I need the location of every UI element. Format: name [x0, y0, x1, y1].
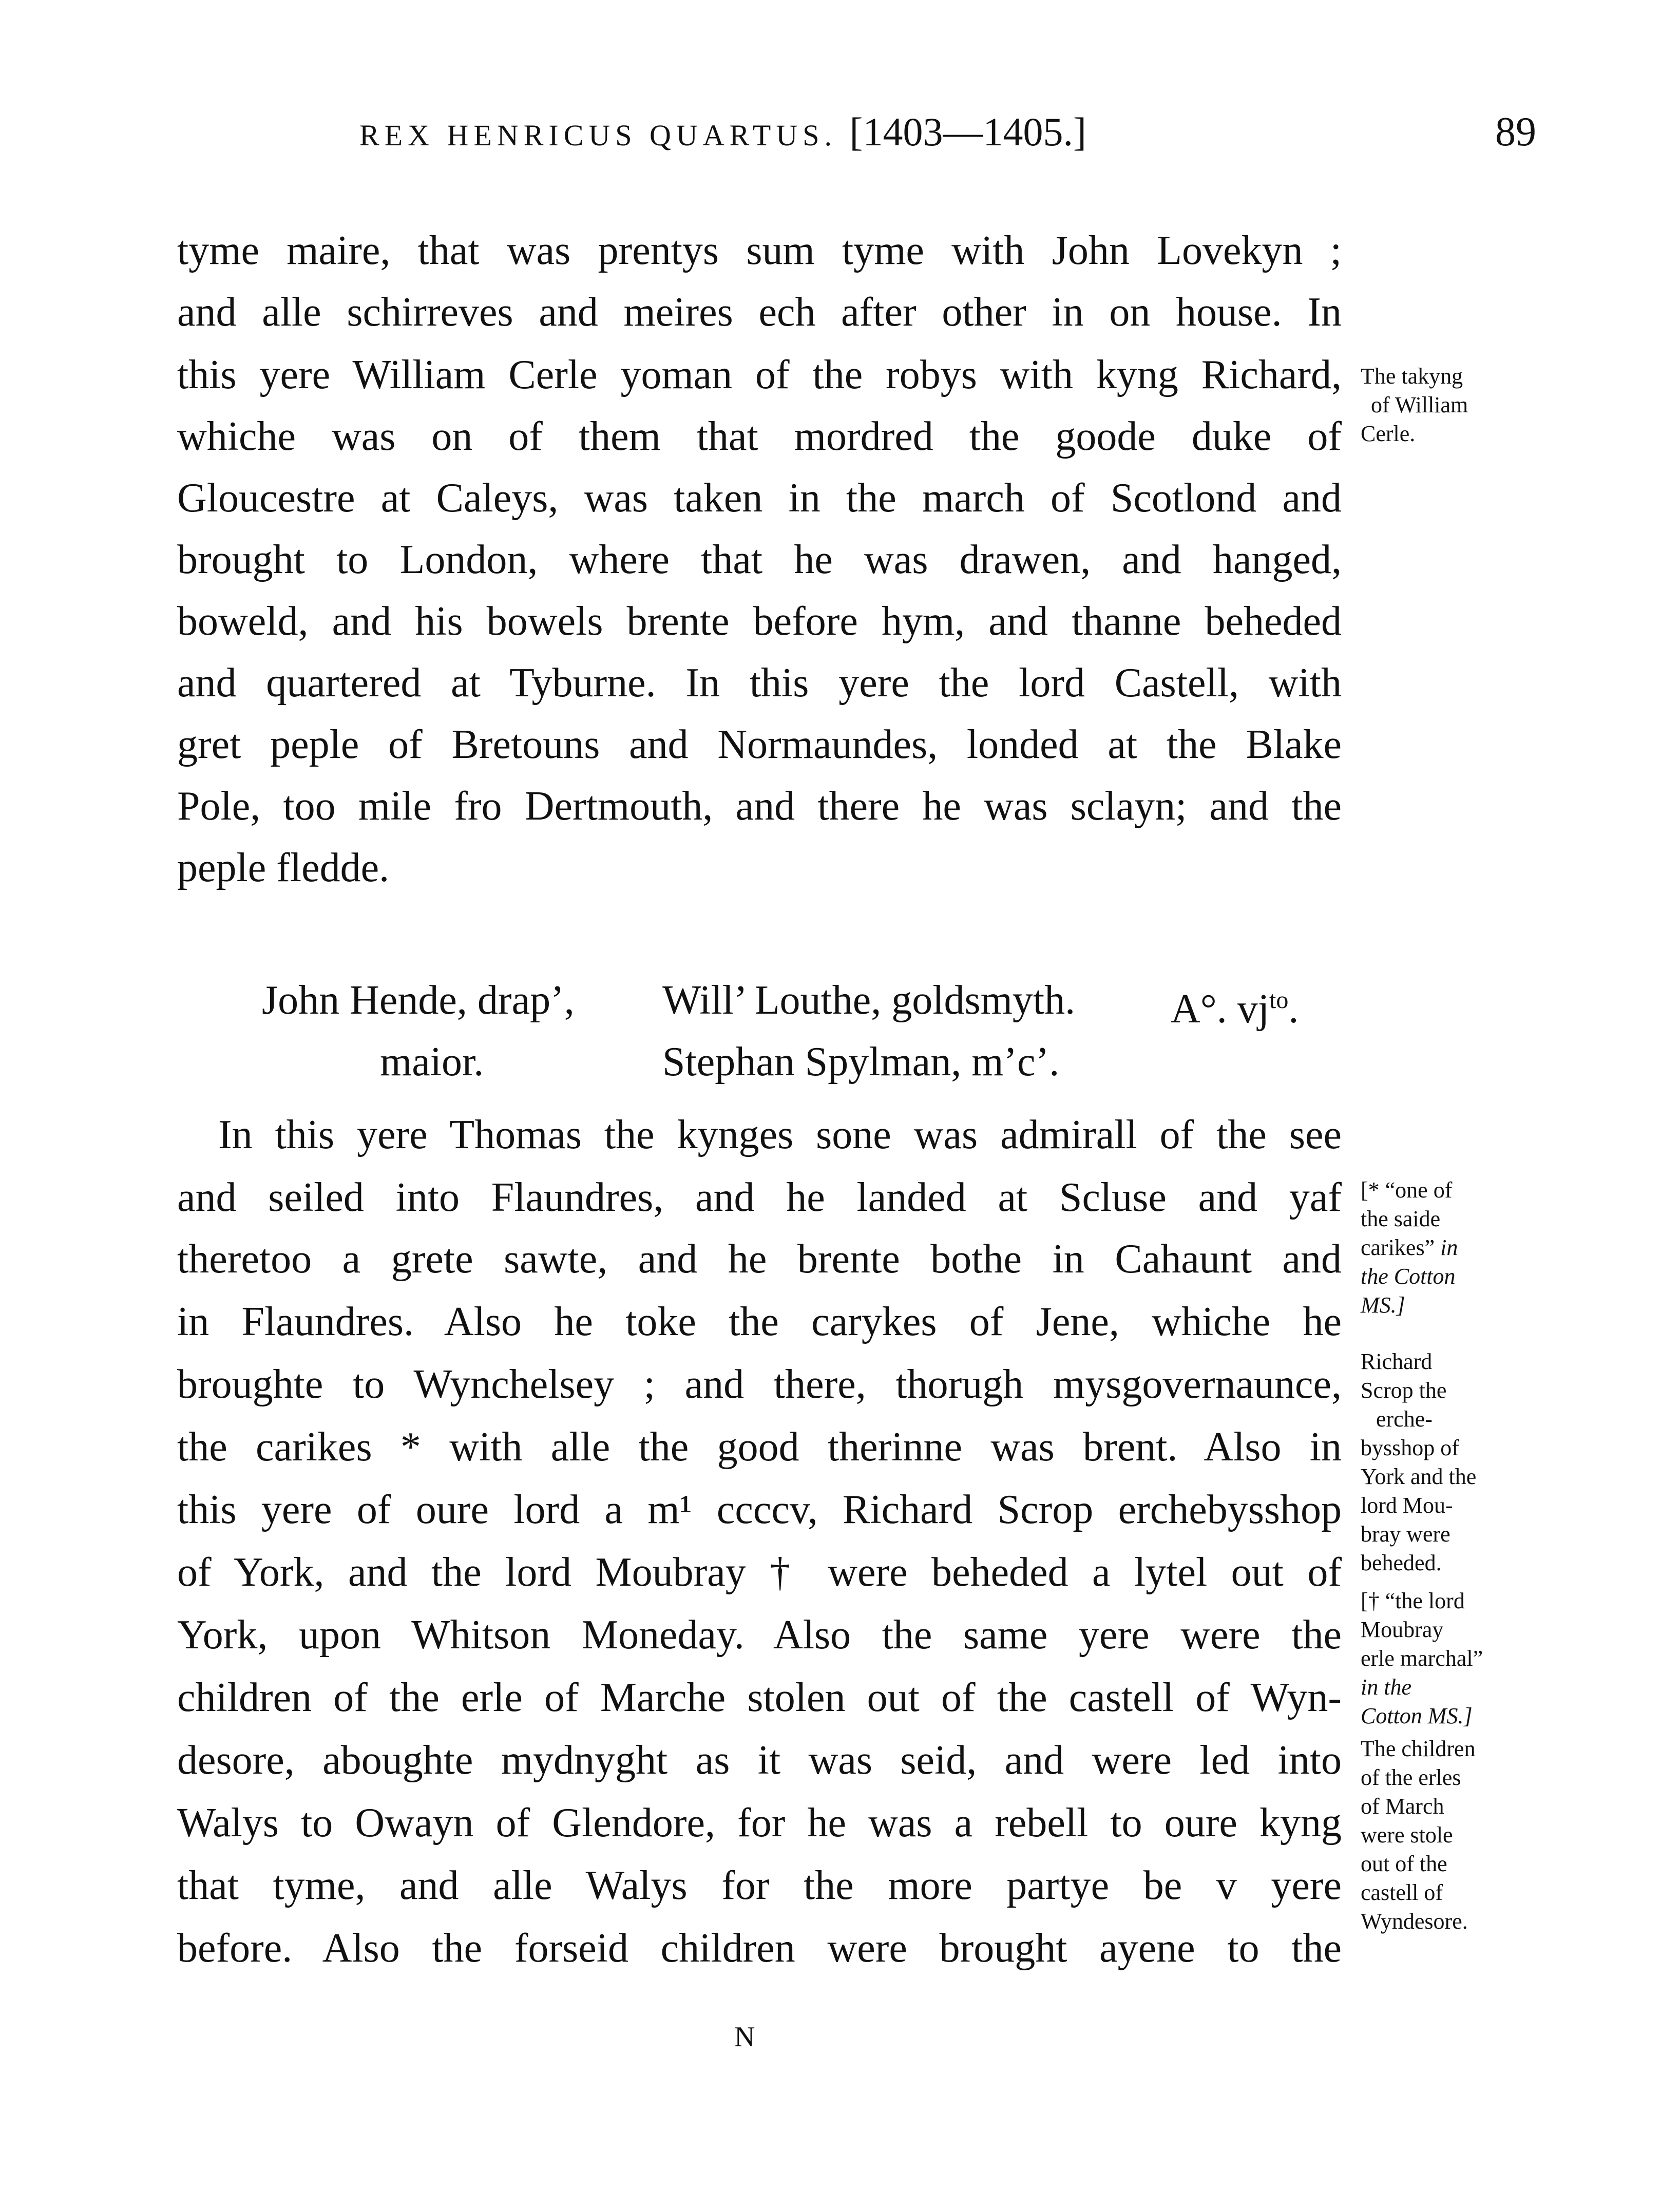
note-line: lord Mou- — [1361, 1493, 1453, 1518]
note-line: the saide — [1361, 1206, 1441, 1231]
note-line: of March — [1361, 1794, 1444, 1819]
note-line: erle marchal” — [1361, 1646, 1483, 1671]
regnal-year-text: A°. vj — [1171, 986, 1269, 1032]
running-head — [359, 109, 1086, 159]
regnal-year-end: . — [1288, 986, 1299, 1032]
text-line: broughte to Wynchelsey ; and there, thorugh mysgovernaunce, — [177, 1362, 1342, 1407]
note-line — [1361, 1262, 1530, 1291]
text-line: children of the erle of Marche stolen out of the castell of Wyn- — [177, 1675, 1342, 1720]
text-line: this yere of oure lord a m¹ ccccv, Richard Scrop erchebysshop — [177, 1487, 1342, 1532]
margin-note-children — [1361, 1735, 1530, 1936]
note-line: Scrop the — [1361, 1378, 1447, 1403]
note-line: The children — [1361, 1736, 1476, 1761]
regnal-year — [1171, 975, 1299, 1035]
note-fragment: the Cotton — [1361, 1264, 1456, 1289]
text-line: that tyme, and alle Walys for the more partye be v yere — [177, 1863, 1342, 1908]
note-line: erche- — [1376, 1406, 1433, 1432]
note-fragment: in the — [1361, 1675, 1411, 1700]
note-line: [* “one of — [1361, 1177, 1453, 1203]
note-line: bysshop of — [1361, 1435, 1459, 1460]
note-line: Wyndesore. — [1361, 1909, 1468, 1934]
text-line: York, upon Whitson Moneday. Also the same yere were the — [177, 1612, 1342, 1658]
sheriff-1: Will’ Louthe, goldsmyth. — [662, 978, 1076, 1023]
note-line: of William — [1371, 392, 1468, 417]
mayor-name: John Hende, drap’, — [262, 978, 575, 1023]
note-line — [1361, 1233, 1530, 1262]
note-line — [1361, 1673, 1530, 1702]
note-fragment: Cotton MS.] — [1361, 1703, 1473, 1728]
text-line: of York, and the lord Moubray † were beheded a lytel out of — [177, 1550, 1342, 1595]
text-line: the carikes * with alle the good therinne was brent. Also in — [177, 1424, 1342, 1470]
note-line: Richard — [1361, 1349, 1433, 1374]
note-line: York and the — [1361, 1464, 1477, 1489]
note-line: Moubray — [1361, 1617, 1444, 1642]
text-line: in Flaundres. Also he toke the carykes of Jene, whiche he — [177, 1299, 1342, 1344]
sheriff-2: Stephan Spylman, m’c’. — [662, 1039, 1060, 1085]
page-number: 89 — [1495, 109, 1536, 155]
note-fragment: in — [1440, 1235, 1458, 1260]
text-line: tyme maire, that was prentys sum tyme with John Lovekyn ; — [177, 228, 1342, 273]
margin-note-cerle — [1361, 362, 1530, 448]
note-line: were stole — [1361, 1822, 1453, 1848]
text-line: Gloucestre at Caleys, was taken in the march of Scotlond and — [177, 476, 1342, 521]
note-fragment: carikes” — [1361, 1235, 1435, 1260]
text-line: this yere William Cerle yoman of the robys with kyng Richard, — [177, 352, 1342, 397]
mayor-title: maior. — [380, 1039, 484, 1085]
note-line: out of the — [1361, 1851, 1447, 1876]
text-line: In this yere Thomas the kynges sone was admirall of the see — [218, 1112, 1342, 1157]
text-line: and alle schirreves and meires ech after other in on house. In — [177, 290, 1342, 335]
note-line: of the erles — [1361, 1765, 1461, 1790]
margin-note-cotton-2 — [1361, 1587, 1530, 1730]
note-line: castell of — [1361, 1880, 1443, 1905]
regnal-year-sup: to — [1269, 986, 1289, 1014]
text-line: gret peple of Bretouns and Normaundes, londed at the Blake — [177, 722, 1342, 767]
text-line: peple fledde. — [177, 845, 390, 890]
text-line: desore, aboughte mydnyght as it was seid, and were led into — [177, 1738, 1342, 1783]
text-line: and quartered at Tyburne. In this yere the lord Castell, with — [177, 660, 1342, 706]
note-fragment: MS.] — [1361, 1292, 1405, 1318]
running-title: REX HENRICUS QUARTUS. — [359, 119, 837, 152]
note-line: beheded. — [1361, 1550, 1442, 1575]
note-line: bray were — [1361, 1522, 1450, 1547]
note-line: [† “the lord — [1361, 1588, 1465, 1613]
text-line: boweld, and his bowels brente before hym, and thanne beheded — [177, 599, 1342, 644]
signature-mark: N — [734, 2021, 757, 2053]
margin-note-scrop — [1361, 1347, 1530, 1577]
text-line: brought to London, where that he was drawen, and hanged, — [177, 537, 1342, 582]
note-line — [1361, 1702, 1530, 1730]
text-line: theretoo a grete sawte, and he brente bothe in Cahaunt and — [177, 1237, 1342, 1282]
note-line: Cerle. — [1361, 421, 1416, 446]
text-line: Walys to Owayn of Glendore, for he was a rebell to oure kyng — [177, 1800, 1342, 1846]
note-line: The takyng — [1361, 364, 1463, 389]
text-line: whiche was on of them that mordred the goode duke of — [177, 414, 1342, 459]
note-line — [1361, 1291, 1530, 1320]
text-line: before. Also the forseid children were brought ayene to the — [177, 1926, 1342, 1971]
margin-note-cotton-1 — [1361, 1176, 1530, 1320]
text-line: and seiled into Flaundres, and he landed at Scluse and yaf — [177, 1175, 1342, 1220]
text-line: Pole, too mile fro Dertmouth, and there he was sclayn; and the — [177, 784, 1342, 829]
running-years: [1403—1405.] — [849, 109, 1086, 154]
